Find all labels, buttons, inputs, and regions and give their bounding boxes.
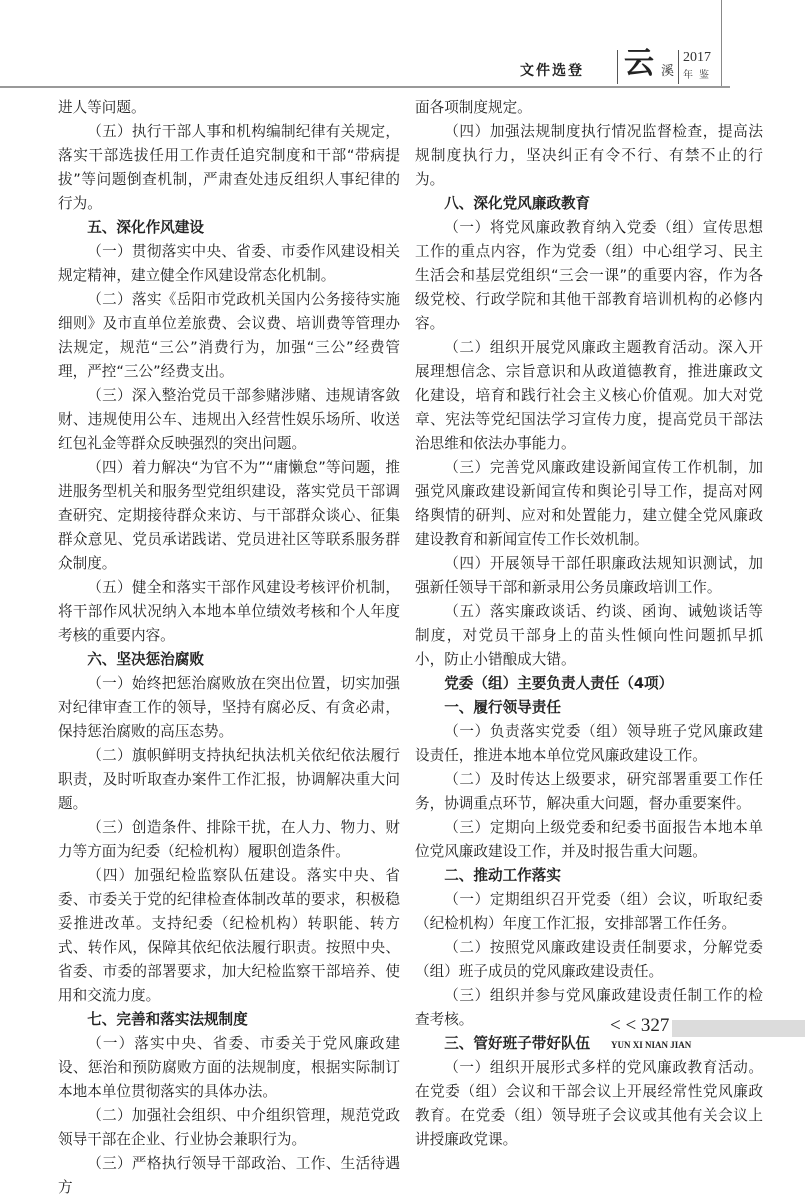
header-rule bbox=[0, 86, 730, 88]
paragraph: （一）落实中央、省委、市委关于党风廉政建设、惩治和预防腐败方面的法规制度，根据实际制订本地本单位贯彻落实的具体办法。 bbox=[58, 1035, 400, 1100]
paragraph: （一）贯彻落实中央、省委、市委作风建设相关规定精神，建立健全作风建设常态化机制。 bbox=[58, 243, 400, 284]
paragraph: （四）加强法规制度执行情况监督检查，提高法规制度执行力，坚决纠正有令不行、有禁不止的行为。 bbox=[415, 123, 763, 188]
paragraph: （三）严格执行领导干部政治、工作、生活待遇方 bbox=[58, 1155, 400, 1196]
page-number: < < 327 bbox=[610, 1015, 670, 1036]
paragraph: （五）健全和落实干部作风建设考核评价机制，将干部作风状况纳入本地本单位绩效考核和个人年度考核的重要内容。 bbox=[58, 579, 400, 644]
paragraph: （三）创造条件、排除干扰，在人力、物力、财力等方面为纪委（纪检机构）履职创造条件。 bbox=[58, 819, 400, 860]
paragraph: （四）加强纪检监察队伍建设。落实中央、省委、市委关于党的纪律检查体制改革的要求，积极稳妥推进改革。支持纪委（纪检机构）转职能、转方式、转作风，保障其依纪依法履行职责。按照中央、省委、市委的部署要求，加大纪检监察干部培养、使用和交流力度。 bbox=[58, 867, 400, 1004]
paragraph: 面各项制度规定。 bbox=[415, 99, 532, 116]
section-title: 文件选登 bbox=[520, 63, 584, 79]
paragraph: （二）按照党风廉政建设责任制要求，分解党委（组）班子成员的党风廉政建设责任。 bbox=[415, 939, 763, 980]
paragraph: （五）执行干部人事和机构编制纪律有关规定，落实干部选拔任用工作责任追究制度和干部“带病提拔”等问题倒查机制，严肃查处违反组织人事纪律的行为。 bbox=[58, 123, 400, 212]
right-column bbox=[415, 96, 763, 1152]
paragraph: （一）组织开展形式多样的党风廉政教育活动。在党委（组）会议和干部会议上开展经常性党风廉政教育。在党委（组）领导班子会议或其他有关会议上讲授廉政党课。 bbox=[415, 1059, 763, 1148]
section-heading: 二、推动工作落实 bbox=[444, 867, 561, 884]
paragraph: 进人等问题。 bbox=[58, 99, 146, 116]
section-heading: 党委（组）主要负责人责任（4项） bbox=[444, 675, 674, 692]
paragraph: （一）负责落实党委（组）领导班子党风廉政建设责任，推进本地本单位党风廉政建设工作。 bbox=[415, 723, 763, 764]
paragraph: （二）旗帜鲜明支持执纪执法机关依纪依法履行职责，及时听取查办案件工作汇报，协调解决重大问题。 bbox=[58, 747, 400, 812]
section-heading: 六、坚决惩治腐败 bbox=[87, 651, 204, 668]
section-heading: 七、完善和落实法规制度 bbox=[87, 1011, 248, 1028]
left-column bbox=[58, 96, 400, 1200]
paragraph: （二）及时传达上级要求，研究部署重要工作任务，协调重点环节，解决重大问题，督办重要案件。 bbox=[415, 771, 763, 812]
paragraph: （五）落实廉政谈话、约谈、函询、诫勉谈话等制度，对党员干部身上的苗头性倾向性问题抓早抓小，防止小错酿成大错。 bbox=[415, 603, 763, 668]
section-heading: 一、履行领导责任 bbox=[444, 699, 561, 716]
section-heading: 五、深化作风建设 bbox=[87, 219, 204, 236]
paragraph: （四）着力解决“为官不为”“庸懒怠”等问题，推进服务型机关和服务型党组织建设，落实党员干部调查研究、定期接待群众来访、与干部群众谈心、征集群众意见、党员承诺践诺、党员进社区等联系服务群众制度。 bbox=[58, 459, 400, 572]
paragraph: （二）落实《岳阳市党政机关国内公务接待实施细则》及市直单位差旅费、会议费、培训费等管理办法规定，规范“三公”消费行为，加强“三公”经费管理，严控“三公”经费支出。 bbox=[58, 291, 400, 380]
section-heading: 八、深化党风廉政教育 bbox=[444, 195, 591, 212]
yearbook-year: 2017 bbox=[683, 50, 711, 65]
paragraph: （二）加强社会组织、中介组织管理，规范党政领导干部在企业、行业协会兼职行为。 bbox=[58, 1107, 400, 1148]
paragraph: （三）组织并参与党风廉政建设责任制工作的检查考核。 bbox=[415, 987, 763, 1028]
header-separator bbox=[617, 50, 618, 84]
logo-xi: 溪 bbox=[661, 64, 675, 79]
footer-bar bbox=[672, 1020, 805, 1037]
footer-title: YUN XI NIAN JIAN bbox=[611, 1040, 692, 1050]
header-vertical-rule bbox=[721, 0, 722, 86]
paragraph: （三）深入整治党员干部参赌涉赌、违规请客敛财、违规使用公车、违规出入经营性娱乐场所、收送红包礼金等群众反映强烈的突出问题。 bbox=[58, 387, 400, 452]
paragraph: （一）将党风廉政教育纳入党委（组）宣传思想工作的重点内容，作为党委（组）中心组学习、民主生活会和基层党组织“三会一课”的重要内容，作为各级党校、行政学院和其他干部教育培训机构的必修内容。 bbox=[415, 219, 763, 332]
section-heading: 三、管好班子带好队伍 bbox=[444, 1035, 591, 1052]
paragraph: （三）完善党风廉政建设新闻宣传工作机制，加强党风廉政建设新闻宣传和舆论引导工作，提高对网络舆情的研判、应对和处置能力，建立健全党风廉政建设教育和新闻宣传工作长效机制。 bbox=[415, 459, 763, 548]
paragraph: （四）开展领导干部任职廉政法规知识测试，加强新任领导干部和新录用公务员廉政培训工作。 bbox=[415, 555, 763, 596]
header-separator bbox=[678, 50, 679, 84]
paragraph: （一）始终把惩治腐败放在突出位置，切实加强对纪律审查工作的领导，坚持有腐必反、有贪必肃，保持惩治腐败的高压态势。 bbox=[58, 675, 400, 740]
paragraph: （一）定期组织召开党委（组）会议，听取纪委（纪检机构）年度工作汇报，安排部署工作任务。 bbox=[415, 891, 763, 932]
paragraph: （二）组织开展党风廉政主题教育活动。深入开展理想信念、宗旨意识和从政道德教育，推进廉政文化建设，培育和践行社会主义核心价值观。加大对党章、宪法等党纪国法学习宣传力度，提高党员干部法治思维和依法办事能力。 bbox=[415, 339, 763, 452]
paragraph: （三）定期向上级党委和纪委书面报告本地本单位党风廉政建设工作，并及时报告重大问题。 bbox=[415, 819, 763, 860]
logo-yun: 云 bbox=[624, 46, 654, 81]
yearbook-label: 年鉴 bbox=[683, 70, 715, 81]
